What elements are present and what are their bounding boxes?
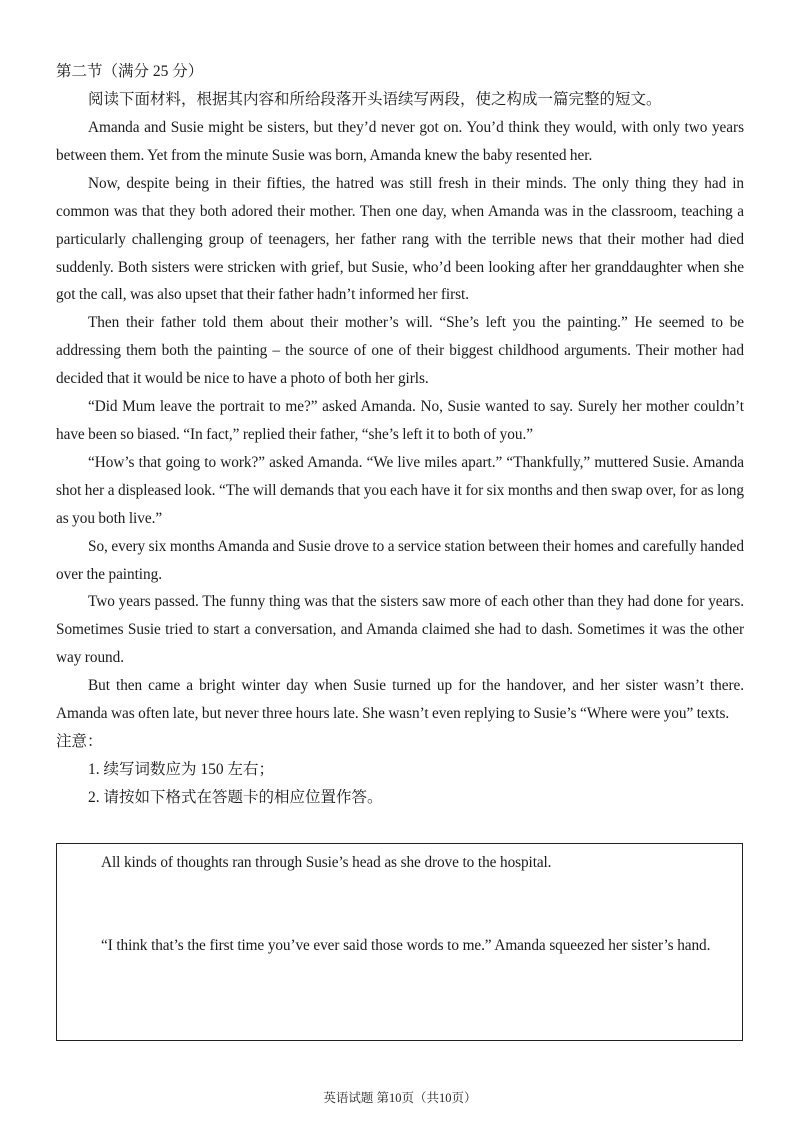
story-paragraph-4: “Did Mum leave the portrait to me?” asked Amanda. No, Susie wanted to say. Surely her mother couldn’t have been so biased. “In fact,” replied their father, “she’s left it to both of you.” (56, 398, 744, 443)
continuation-opening-1: All kinds of thoughts ran through Susie’s head as she drove to the hospital. (101, 854, 552, 871)
page-footer: 英语试题 第10页（共10页） (323, 1091, 477, 1105)
section-title: 第二节（满分 25 分） (56, 63, 204, 80)
story-paragraph-3: Then their father told them about their mother’s will. “She’s left you the painting.” He seemed to be addressing them both the painting – the source of one of their biggest childhood arguments. Their mother had decided that it would be nice to have a photo of both her girls. (56, 314, 744, 388)
answer-box (56, 843, 743, 1041)
story-paragraph-6: So, every six months Amanda and Susie drove to a service station between their homes and carefully handed over the painting. (56, 537, 744, 583)
story-paragraph-2: Now, despite being in their fifties, the hatred was still fresh in their minds. The only thing they had in common was that they both adored their mother. Then one day, when Amanda was in the classroom, teaching a particularly challenging group of teenagers, her father rang with the terrible news that their mother had died suddenly. Both sisters were stricken with grief, but Susie, who’d been looking after her granddaughter when she got the call, was also upset that their father hadn’t informed her first. (56, 174, 744, 304)
story-paragraph-5: “How’s that going to work?” asked Amanda. “We live miles apart.” “Thankfully,” muttered Susie. Amanda shot her a displeased look. “The will demands that you each have it for six months and then swap over, for as long as you both live.” (56, 453, 744, 527)
note-item-2: 2. 请按如下格式在答题卡的相应位置作答。 (88, 788, 383, 806)
continuation-opening-2: “I think that’s the first time you’ve ever said those words to me.” Amanda squeezed her sister’s hand. (101, 937, 711, 954)
story-paragraph-8: But then came a bright winter day when Susie turned up for the handover, and her sister wasn’t there. Amanda was often late, but never three hours late. She wasn’t even replying to Susie’s “Where were you” texts. (56, 677, 744, 723)
story-paragraph-1: Amanda and Susie might be sisters, but they’d never got on. You’d think they would, with only two years between them. Yet from the minute Susie was born, Amanda knew the baby resented her. (56, 119, 744, 164)
story-paragraph-7: Two years passed. The funny thing was that the sisters saw more of each other than they had done for years. Sometimes Susie tried to start a conversation, and Amanda claimed she had to dash. Sometimes it was the other way round. (56, 593, 744, 667)
note-item-1: 1. 续写词数应为 150 左右； (88, 760, 275, 778)
notes-title: 注意： (56, 732, 103, 750)
question-content (56, 58, 744, 812)
instruction: 阅读下面材料，根据其内容和所给段落开头语续写两段，使之构成一篇完整的短文。 (88, 91, 662, 108)
